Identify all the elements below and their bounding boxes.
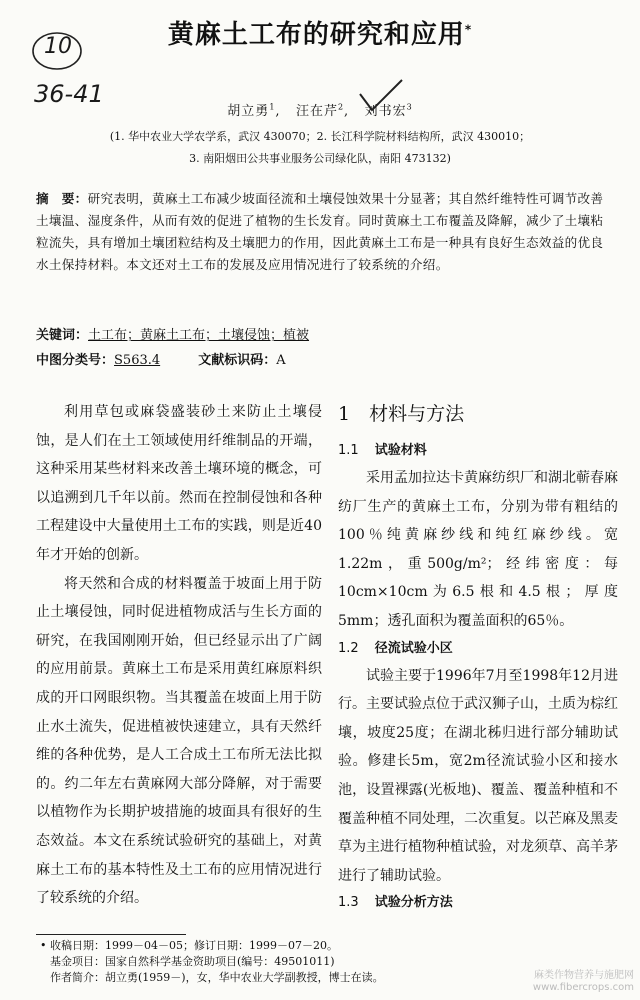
abstract-text: 研究表明，黄麻土工布减少坡面径流和土壤侵蚀效果十分显著；其自然纤维特性可调节改善土壤温、湿度条件，从而有效的促进了植物的生长发育。同时黄麻土工布覆盖及降解，减少了土壤粘粒流失，具有增加土壤团粒结构及土壤肥力的作用，因此黄麻土工布是一种具有良好生态效益的优良水土保持材料。本文还对土工布的发展及应用情况进行了较系统的介绍。: [36, 191, 604, 272]
author-line: 胡立勇$^1$, 汪在芹$^2$, 刘书宏$^3$: [227, 102, 413, 119]
doc-code-label: 文献标识码：: [198, 353, 277, 368]
classification-label: 中图分类号：: [36, 353, 115, 368]
subsection-title: 试验分析方法: [374, 895, 453, 911]
abstract-label: 摘 要：: [36, 191, 88, 206]
subsection-number: 1.2: [338, 640, 359, 656]
handwritten-number: 10: [44, 34, 72, 59]
doc-code-value: A: [276, 353, 286, 368]
footnotes: [40, 938, 384, 986]
author-1: 胡立勇: [227, 104, 270, 119]
subsection-heading: [338, 440, 618, 462]
keywords-label: 关键词：: [36, 328, 89, 343]
body-paragraph: 将天然和合成的材料覆盖于坡面上用于防止土壤侵蚀，同时促进植物成活与生长方面的研究，在我国刚刚开始，但已经显示出了广阔的应用前景。黄麻土工布是采用黄红麻原料织成的开口网眼织物。当其覆盖在坡面上用于防止水土流失，促进植被快速建立，具有天然纤维的各种优势，是人工合成土工布所无法比拟的。约二年左右黄麻网大部分降解，对于需要以植物作为长期护坡措施的坡面具有很好的生态效益。本文在系统试验研究的基础上，对黄麻土工布的基本特性及土工布的应用情况进行了较系统的介绍。: [36, 575, 322, 907]
footnote-author: 作者简介：胡立勇(1959－)，女，华中农业大学副教授，博士在读。: [50, 971, 384, 984]
subsection-heading: [338, 638, 618, 660]
body-right-column: [338, 398, 618, 916]
author-3: 刘书宏: [364, 104, 407, 119]
subsection-number: 1.1: [338, 443, 359, 458]
handwritten-checkmark-icon: [356, 76, 406, 116]
author-2-sup: 2: [337, 102, 345, 112]
subsection-title: 试验材料: [374, 443, 427, 458]
section-heading: 1 材料与方法: [338, 403, 465, 425]
title-mark: *: [464, 22, 473, 37]
footnote-divider: [36, 934, 186, 935]
paper-title: [0, 14, 640, 51]
affiliation-line-1: (1. 华中农业大学农学系，武汉 430070；2. 长江科学院材料结构所，武汉 430010；: [109, 130, 531, 143]
abstract: [36, 188, 604, 276]
subsection-text: 采用孟加拉达卡黄麻纺织厂和湖北蕲春麻纺厂生产的黄麻土工布，分别为带有粗结的100％纯黄麻纱线和纯红麻纱线。宽1.22m，重500g/m²；经纬密度：每10cm×10cm为6.5根和4.5根；厚度5mm；透孔面积为覆盖面积的65％。: [338, 470, 618, 629]
subsection-heading: [338, 892, 618, 914]
subsection-text: 试验主要于1996年7月至1998年12月进行。主要试验点位于武汉狮子山，土质为棕红壤，坡度25度；在湖北秭归进行部分辅助试验。修建长5m，宽2m径流试验小区和接水池，设置裸露(光板地)、覆盖、覆盖种植和不覆盖种植不同处理，二次重复。以芒麻及黑麦草为主进行植物种植试验，对龙须草、高羊茅进行了辅助试验。: [338, 667, 618, 884]
subsection-title: 径流试验小区: [374, 640, 453, 656]
footnote-received: • 收稿日期：1999－04－05；修订日期：1999－07－20。: [40, 939, 338, 952]
watermark: 麻类作物营养与施肥网 www.fibercrops.com: [532, 970, 634, 993]
classification: [36, 349, 286, 368]
keywords-text: 土工布；黄麻土工布；土壤侵蚀；植被: [88, 328, 310, 343]
keywords: [36, 324, 309, 343]
author-2: 汪在芹: [295, 104, 338, 119]
subsection-number: 1.3: [338, 895, 359, 911]
body-paragraph: 利用草包或麻袋盛装砂土来防止土壤侵蚀，是人们在土工领域使用纤维制品的开端，这种采用某些材料来改善土壤环境的概念，可以追溯到几千年以前。然而在控制侵蚀和各种工程建设中大量使用土工布的实践，则是近40年才开始的创新。: [36, 404, 322, 563]
author-1-sup: 1: [269, 102, 276, 112]
title-text: 黄麻土工布的研究和应用: [167, 20, 465, 50]
handwritten-page-range: 36-41: [34, 80, 104, 108]
classification-value: S563.4: [114, 353, 161, 368]
affiliation-line-2: 3. 南阳烟田公共事业服务公司绿化队，南阳 473132): [189, 152, 451, 165]
footnote-funding: 基金项目：国家自然科学基金资助项目(编号：49501011): [50, 955, 335, 968]
author-3-sup: 3: [406, 102, 413, 112]
body-left-column: [36, 398, 322, 913]
